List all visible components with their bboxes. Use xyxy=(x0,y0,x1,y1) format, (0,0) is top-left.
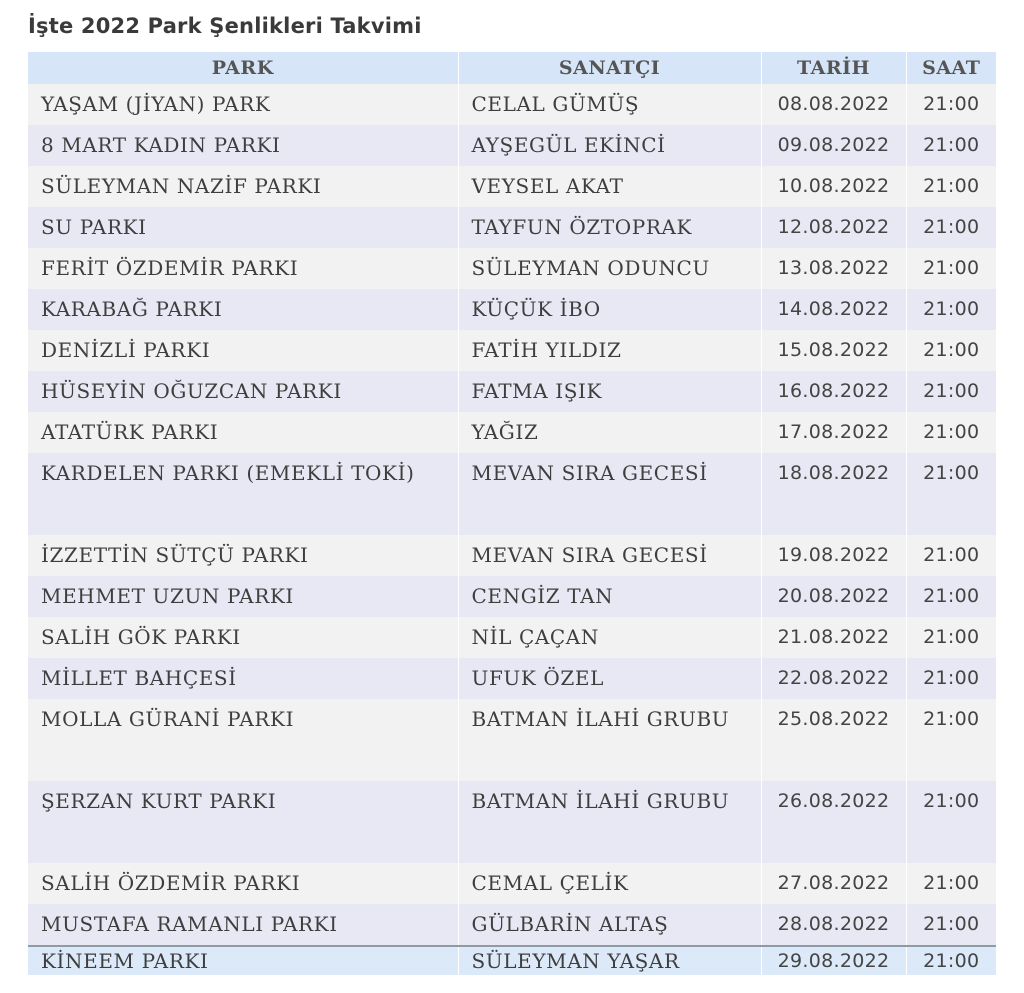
artist-cell: SÜLEYMAN ODUNCU xyxy=(458,248,761,289)
time-cell: 21:00 xyxy=(923,93,980,115)
park-cell: SU PARKI xyxy=(28,207,458,248)
date-cell: 28.08.2022 xyxy=(761,904,906,946)
park-cell: SALİH GÖK PARKI xyxy=(28,617,458,658)
park-cell: YAŞAM (JİYAN) PARK xyxy=(28,84,458,125)
park-cell: KARABAĞ PARKI xyxy=(28,289,458,330)
column-header-time: SAAT xyxy=(922,57,981,79)
time-cell: 21:00 xyxy=(923,585,980,607)
table-row xyxy=(28,207,996,248)
artist-cell: CENGİZ TAN xyxy=(458,576,761,617)
time-cell: 21:00 xyxy=(923,257,980,279)
artist-cell: UFUK ÖZEL xyxy=(458,658,761,699)
table-row xyxy=(28,863,996,904)
date-cell: 17.08.2022 xyxy=(761,412,906,453)
table-row xyxy=(28,371,996,412)
artist-cell: KÜÇÜK İBO xyxy=(458,289,761,330)
time-cell: 21:00 xyxy=(923,339,980,361)
date-cell: 16.08.2022 xyxy=(761,371,906,412)
park-cell: KARDELEN PARKI (EMEKLİ TOKİ) xyxy=(28,453,458,535)
column-header-date: TARİH xyxy=(761,52,906,84)
park-cell: MUSTAFA RAMANLI PARKI xyxy=(28,904,458,946)
table-row xyxy=(28,125,996,166)
artist-cell: AYŞEGÜL EKİNCİ xyxy=(458,125,761,166)
date-cell: 08.08.2022 xyxy=(761,84,906,125)
park-cell: SÜLEYMAN NAZİF PARKI xyxy=(28,166,458,207)
artist-cell: TAYFUN ÖZTOPRAK xyxy=(458,207,761,248)
date-cell: 10.08.2022 xyxy=(761,166,906,207)
park-cell: İZZETTİN SÜTÇÜ PARKI xyxy=(28,535,458,576)
table-row xyxy=(28,330,996,371)
artist-cell: VEYSEL AKAT xyxy=(458,166,761,207)
park-cell: MİLLET BAHÇESİ xyxy=(28,658,458,699)
time-cell: 21:00 xyxy=(923,626,980,648)
date-cell: 22.08.2022 xyxy=(761,658,906,699)
page-title: İşte 2022 Park Şenlikleri Takvimi xyxy=(28,14,422,38)
time-cell: 21:00 xyxy=(923,298,980,320)
table-row xyxy=(28,453,996,535)
date-cell: 21.08.2022 xyxy=(761,617,906,658)
time-cell: 21:00 xyxy=(923,872,980,894)
park-cell: MEHMET UZUN PARKI xyxy=(28,576,458,617)
time-cell: 21:00 xyxy=(923,708,980,730)
date-cell: 19.08.2022 xyxy=(761,535,906,576)
table-row xyxy=(28,535,996,576)
park-cell: 8 MART KADIN PARKI xyxy=(28,125,458,166)
date-cell: 18.08.2022 xyxy=(761,453,906,535)
date-cell: 15.08.2022 xyxy=(761,330,906,371)
table-row xyxy=(28,946,996,975)
park-cell: SALİH ÖZDEMİR PARKI xyxy=(28,863,458,904)
date-cell: 29.08.2022 xyxy=(761,946,906,975)
artist-cell: GÜLBARİN ALTAŞ xyxy=(458,904,761,946)
time-cell: 21:00 xyxy=(923,134,980,156)
park-cell: MOLLA GÜRANİ PARKI xyxy=(28,699,458,781)
artist-cell: CELAL GÜMÜŞ xyxy=(458,84,761,125)
table-row xyxy=(28,412,996,453)
artist-cell: YAĞIZ xyxy=(458,412,761,453)
time-cell: 21:00 xyxy=(923,175,980,197)
date-cell: 27.08.2022 xyxy=(761,863,906,904)
artist-cell: NİL ÇAÇAN xyxy=(458,617,761,658)
time-cell: 21:00 xyxy=(923,216,980,238)
artist-cell: CEMAL ÇELİK xyxy=(458,863,761,904)
column-header-artist: SANATÇI xyxy=(458,52,761,84)
time-cell: 21:00 xyxy=(923,790,980,812)
column-header-park: PARK xyxy=(28,52,458,84)
park-cell: KİNEEM PARKI xyxy=(28,946,458,975)
table-header-row xyxy=(28,52,996,84)
artist-cell: FATİH YILDIZ xyxy=(458,330,761,371)
time-cell: 21:00 xyxy=(923,913,980,935)
table-row xyxy=(28,699,996,781)
artist-cell: BATMAN İLAHİ GRUBU xyxy=(458,781,761,863)
artist-cell: SÜLEYMAN YAŞAR xyxy=(458,946,761,975)
table-row xyxy=(28,248,996,289)
park-cell: FERİT ÖZDEMİR PARKI xyxy=(28,248,458,289)
park-cell: DENİZLİ PARKI xyxy=(28,330,458,371)
time-cell: 21:00 xyxy=(923,950,980,972)
artist-cell: FATMA IŞIK xyxy=(458,371,761,412)
time-cell: 21:00 xyxy=(923,462,980,484)
time-cell: 21:00 xyxy=(923,380,980,402)
table-row xyxy=(28,166,996,207)
date-cell: 13.08.2022 xyxy=(761,248,906,289)
date-cell: 26.08.2022 xyxy=(761,781,906,863)
schedule-table xyxy=(28,52,996,975)
table-body xyxy=(28,84,996,975)
table-row xyxy=(28,658,996,699)
date-cell: 25.08.2022 xyxy=(761,699,906,781)
table-row xyxy=(28,84,996,125)
date-cell: 09.08.2022 xyxy=(761,125,906,166)
table-row xyxy=(28,904,996,946)
table-row xyxy=(28,781,996,863)
date-cell: 12.08.2022 xyxy=(761,207,906,248)
artist-cell: BATMAN İLAHİ GRUBU xyxy=(458,699,761,781)
time-cell: 21:00 xyxy=(923,421,980,443)
time-cell: 21:00 xyxy=(923,667,980,689)
table-row xyxy=(28,576,996,617)
table-row xyxy=(28,617,996,658)
park-cell: HÜSEYİN OĞUZCAN PARKI xyxy=(28,371,458,412)
date-cell: 20.08.2022 xyxy=(761,576,906,617)
time-cell: 21:00 xyxy=(923,544,980,566)
date-cell: 14.08.2022 xyxy=(761,289,906,330)
artist-cell: MEVAN SIRA GECESİ xyxy=(458,535,761,576)
park-cell: ŞERZAN KURT PARKI xyxy=(28,781,458,863)
park-cell: ATATÜRK PARKI xyxy=(28,412,458,453)
table-row xyxy=(28,289,996,330)
artist-cell: MEVAN SIRA GECESİ xyxy=(458,453,761,535)
